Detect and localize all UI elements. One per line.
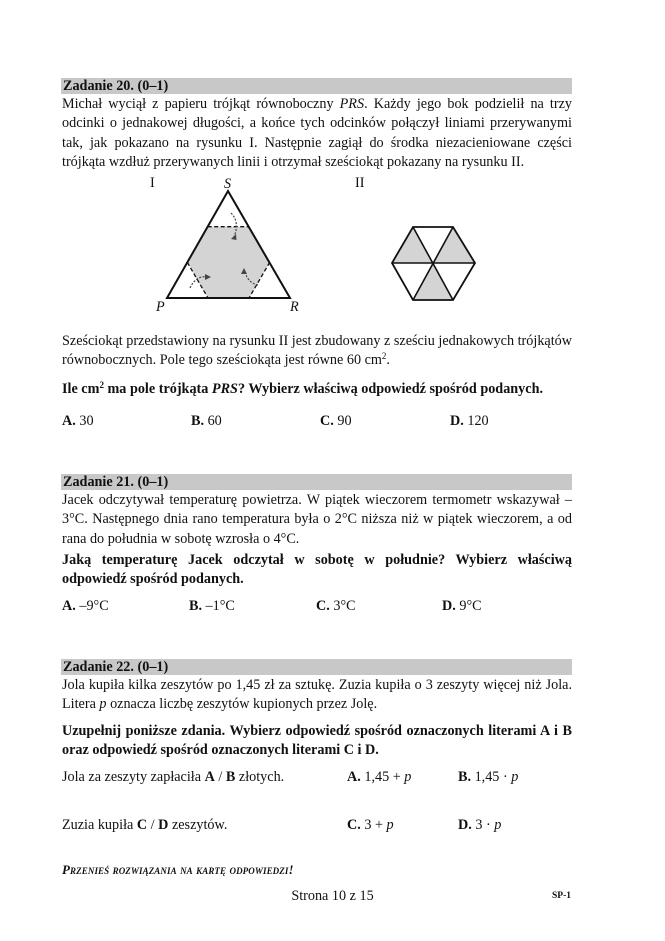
task-22-option-c[interactable]	[347, 816, 394, 834]
task-22-statement-2	[62, 816, 227, 834]
choice-b-marker: B	[225, 769, 236, 785]
option-letter: D.	[458, 817, 472, 833]
task-22-intro	[62, 676, 572, 715]
choice-c-marker: C	[136, 817, 148, 833]
task-22-option-a[interactable]	[347, 768, 411, 786]
option-letter: B.	[191, 413, 205, 429]
vertex-r-label: R	[290, 299, 299, 315]
question-text: ma pole trójkąta	[103, 381, 212, 397]
superscript: 2	[381, 351, 387, 362]
figure-2-label: II	[355, 175, 365, 191]
question-text: Ile cm	[62, 381, 100, 397]
task-22-question: Uzupełnij poniższe zdania. Wybierz odpowiedź spośród oznaczonych literami A i B oraz odpowiedź spośród oznaczonych literami C i D.	[62, 723, 572, 759]
option-value: 1,45 ·	[474, 769, 512, 785]
variable-p: p	[511, 769, 519, 785]
option-value: 30	[79, 413, 94, 429]
option-value: 3°C	[333, 598, 356, 614]
task-20-info	[62, 332, 572, 371]
task-22-option-b[interactable]	[458, 768, 518, 786]
triangle-name: PRS	[211, 381, 238, 397]
hexagon-figure	[392, 227, 475, 300]
statement-text: zeszytów.	[168, 817, 228, 833]
task-21-intro: Jacek odczytywał temperaturę powietrza. W piątek wieczorem termometr wskazywał –3°C. Następnego dnia rano temperatura była o 2°C niższa niż w piątek wieczorem, a od rana do południa w sobotę wzrosła o 4°C.	[62, 492, 572, 547]
intro-text: Jola kupiła kilka zeszytów po 1,45 zł za sztukę. Zuzia kupiła o 3 zeszyty więcej niż Jola. Litera	[62, 677, 572, 713]
statement-text: Jola za zeszyty zapłaciła	[62, 769, 205, 785]
task-22-statement-1	[62, 768, 284, 786]
option-letter: C.	[347, 817, 361, 833]
option-letter: B.	[189, 598, 203, 614]
vertex-p-label: P	[156, 299, 165, 315]
option-value: 3 ·	[475, 817, 495, 833]
task-20-option-a[interactable]	[62, 412, 94, 430]
task-20-question	[62, 380, 572, 399]
variable-p: p	[99, 696, 107, 713]
option-value: 90	[337, 413, 352, 429]
separator: /	[147, 817, 159, 833]
option-value: –1°C	[205, 598, 235, 614]
page-number: Strona 10 z 15	[291, 888, 374, 904]
statement-text: Zuzia kupiła	[62, 817, 137, 833]
task-21-question: Jaką temperaturę Jacek odczytał w sobotę w południe? Wybierz właściwą odpowiedź spośród podanych.	[62, 552, 572, 588]
statement-text: złotych.	[235, 769, 285, 785]
option-letter: A.	[62, 413, 76, 429]
option-value: 120	[467, 413, 489, 429]
variable-p: p	[386, 817, 394, 833]
option-letter: D.	[442, 598, 456, 614]
transfer-answers-note: Przenieś rozwiązania na kartę odpowiedzi!	[62, 862, 294, 877]
choice-d-marker: D	[158, 817, 169, 833]
option-letter: B.	[458, 769, 472, 785]
triangle-name: PRS	[339, 96, 365, 112]
intro-text: . Każdy jego bok podzielił na trzy odcinki o jednakowej długości, a końce tych odcinków połączył liniami przerywanymi tak, jak pokazano na rysunku I. Następnie zagiął do środka niezacieniowane części trójkąta wzdłuż przerywanych linii i otrzymał sześciokąt pokazany na rysunku II.	[62, 96, 572, 170]
vertex-s-label: S	[224, 176, 232, 192]
info-text: Sześciokąt przedstawiony na rysunku II jest zbudowany z sześciu jednakowych trójkątów równobocznych. Pole tego sześciokąta jest równe 60 cm	[62, 333, 572, 369]
separator: /	[214, 769, 226, 785]
task-20-header: Zadanie 20. (0–1)	[61, 78, 572, 94]
option-letter: C.	[316, 598, 330, 614]
question-text: ? Wybierz właściwą odpowiedź spośród podanych.	[237, 381, 544, 397]
task-22-header: Zadanie 22. (0–1)	[61, 659, 572, 675]
task-21-option-d[interactable]	[442, 597, 482, 615]
option-letter: A.	[62, 598, 76, 614]
option-value: –9°C	[79, 598, 109, 614]
intro-text: oznacza liczbę zeszytów kupionych przez Jolę.	[106, 696, 378, 713]
task-20-option-d[interactable]	[450, 412, 489, 430]
task-21-option-a[interactable]	[62, 597, 109, 615]
info-text: .	[386, 352, 390, 369]
superscript: 2	[99, 380, 104, 390]
task-20-option-c[interactable]	[320, 412, 352, 430]
exam-code: SP-1	[552, 891, 571, 901]
variable-p: p	[404, 769, 412, 785]
figure-1-label: I	[150, 175, 155, 191]
option-letter: C.	[320, 413, 334, 429]
task-21-option-c[interactable]	[316, 597, 356, 615]
task-22-option-d[interactable]	[458, 816, 501, 834]
variable-p: p	[494, 817, 502, 833]
task-21-header: Zadanie 21. (0–1)	[61, 474, 572, 490]
option-value: 1,45 +	[364, 769, 405, 785]
option-letter: A.	[347, 769, 361, 785]
option-value: 9°C	[459, 598, 482, 614]
choice-a-marker: A	[204, 769, 215, 785]
option-value: 3 +	[364, 817, 387, 833]
task-21-option-b[interactable]	[189, 597, 235, 615]
intro-text: Michał wyciął z papieru trójkąt równoboczny	[62, 96, 340, 112]
shaded-hexagon	[187, 227, 269, 298]
task-20-option-b[interactable]	[191, 412, 222, 430]
option-value: 60	[207, 413, 222, 429]
option-letter: D.	[450, 413, 464, 429]
